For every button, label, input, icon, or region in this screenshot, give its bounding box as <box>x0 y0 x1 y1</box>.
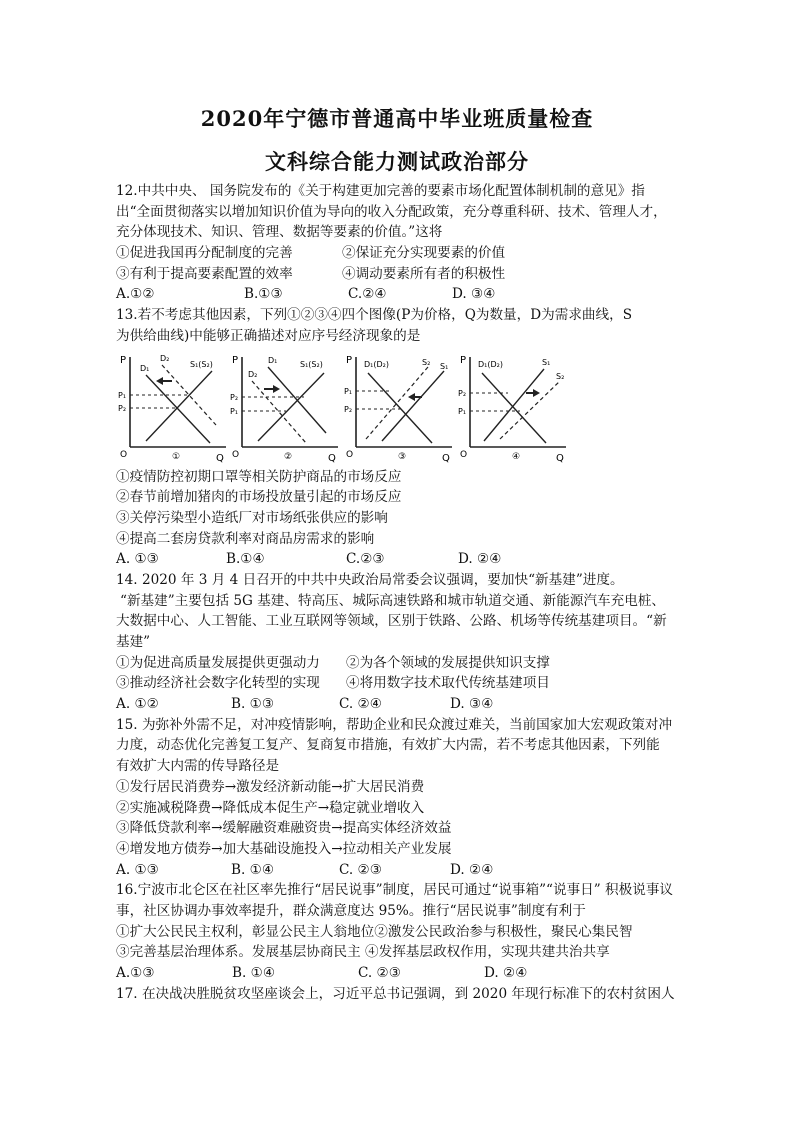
axis-q-label: Q <box>216 452 224 463</box>
origin-label: O <box>232 449 240 460</box>
question-text-line: 基建” <box>116 634 151 650</box>
option-row <box>116 264 686 285</box>
axis-q-label: Q <box>328 452 336 463</box>
question-14 <box>116 570 686 715</box>
graph-1-svg <box>116 351 228 463</box>
graph-4 <box>456 351 568 463</box>
p1-label: P₁ <box>344 386 353 396</box>
question-text-line: 事，社区协调办事效率提升，群众满意度达 95%。推行“居民说事”制度有利于 <box>116 902 586 919</box>
question-text-line: 15. 为弥补外需不足，对冲疫情影响，帮助企业和民众渡过难关，当前国家加大宏观政策对冲 <box>116 716 673 733</box>
option-4: ④增发地方债券→加大基础设施投入→拉动相关产业发展 <box>116 840 452 857</box>
s-label: S₁(S₂) <box>190 359 213 369</box>
option-row <box>116 653 686 674</box>
supply-demand-graphs <box>116 351 686 465</box>
s-label: S₁(S₂) <box>300 359 323 369</box>
d2-label: D₁ <box>268 355 278 365</box>
graph-number: ④ <box>512 451 521 462</box>
question-text-line: 有效扩大内需的传导路径是 <box>116 758 280 775</box>
choice-c: C. ②④ <box>339 696 382 713</box>
d1-label: D₁(D₂) <box>364 359 389 369</box>
axis-p-label: P <box>346 354 353 366</box>
p2-label: P₁ <box>230 406 239 416</box>
choice-a: A. ①② <box>116 696 159 713</box>
question-text-line: 大数据中心、人工智能、工业互联网等领域，区别于铁路、公路、机场等传统基建项目。“新 <box>116 613 667 630</box>
p2-label: P₂ <box>118 403 127 413</box>
answer-choices <box>116 963 686 984</box>
axis-q-label: Q <box>556 452 564 463</box>
choice-c: C.②④ <box>348 286 387 303</box>
option-3: ③有利于提高要素配置的效率 <box>116 265 293 282</box>
answer-choices <box>116 284 686 305</box>
axis-p-label: P <box>460 354 467 366</box>
choice-b: B. ①④ <box>231 861 275 878</box>
choice-d: D. ②④ <box>450 861 494 878</box>
choice-d: D. ②④ <box>458 551 502 568</box>
question-text-line: 16.宁波市北仑区在社区率先推行“居民说事”制度，居民可通过“说事箱”“说事日” 积极说事议 <box>116 882 674 899</box>
option-1: ①疫情防控初期口罩等相关防护商品的市场反应 <box>116 468 402 485</box>
question-16 <box>116 880 686 983</box>
p1-label: P₂ <box>458 388 467 398</box>
origin-label: O <box>346 449 354 460</box>
choice-a: A. ①③ <box>116 551 159 568</box>
question-text-line: 17. 在决战决胜脱贫攻坚座谈会上，习近平总书记强调，到 2020 年现行标准下的农村贫困人 <box>116 985 675 1002</box>
choice-b: B.①④ <box>226 551 265 568</box>
question-text-line: 充分体现技术、知识、管理、数据等要素的价值。”这将 <box>116 224 443 241</box>
option-2: ②春节前增加猪肉的市场投放量引起的市场反应 <box>116 489 402 506</box>
question-12 <box>116 181 686 305</box>
option-2: ②实施减税降费→降低成本促生产→稳定就业增收入 <box>116 799 425 816</box>
choice-d: D. ③④ <box>452 286 496 303</box>
option-2: ②为各个领域的发展提供知识支撑 <box>346 654 550 671</box>
choice-d: D. ③④ <box>450 696 494 713</box>
answer-choices <box>116 694 686 715</box>
question-text-line: 13.若不考虑其他因素，下列①②③④四个图像(P为价格，Q为数量，D为需求曲线，S <box>116 307 633 324</box>
page-subtitle: 文科综合能力测试政治部分 <box>265 149 529 174</box>
d1-label: D₁(D₂) <box>478 359 503 369</box>
graph-1 <box>116 351 228 463</box>
graph-number: ① <box>172 451 181 462</box>
graph-2 <box>228 351 340 463</box>
d2-label: D₂ <box>160 353 170 363</box>
question-text-line: 为供给曲线)中能够正确描述对应序号经济现象的是 <box>116 327 421 344</box>
answer-choices <box>116 549 686 570</box>
question-text-line: 12.中共中央、 国务院发布的《关于构建更加完善的要素市场化配置体制机制的意见》指 <box>116 183 645 199</box>
choice-b: B. ①④ <box>232 965 276 981</box>
question-text-line: 14. 2020 年 3 月 4 日召开的中共中央政治局常委会议强调，要加快“新基建”进度。 <box>116 571 624 588</box>
option-1: ①促进我国再分配制度的完善 <box>116 245 293 262</box>
s1-label: S₁ <box>440 361 449 371</box>
p2-label: P₁ <box>458 406 467 416</box>
option-row <box>116 243 686 264</box>
s2-label: S₂ <box>556 371 565 381</box>
choice-b: B. ①③ <box>231 696 275 713</box>
choice-c: C. ②③ <box>339 861 382 878</box>
graph-3-svg <box>342 351 454 463</box>
p1-label: P₂ <box>230 392 239 402</box>
question-content <box>116 181 686 1004</box>
choice-a: A.①③ <box>116 965 155 981</box>
choice-d: D. ②④ <box>484 965 528 981</box>
d1-label: D₂ <box>248 369 258 379</box>
option-3: ③关停污染型小造纸厂对市场纸张供应的影响 <box>116 509 388 526</box>
choice-c: C.②③ <box>346 551 385 568</box>
axis-p-label: P <box>232 354 239 366</box>
choice-c: C. ②③ <box>358 965 401 981</box>
option-3: ③推动经济社会数字化转型的实现 <box>116 675 320 692</box>
s2-label: S₂ <box>422 357 431 367</box>
option-2: ②保证充分实现要素的价值 <box>342 245 506 262</box>
question-text-line: “新基建”主要包括 5G 基建、特高压、城际高速铁路和城市轨道交通、新能源汽车充电桩、 <box>120 592 666 609</box>
question-17 <box>116 984 686 1005</box>
option-1: ①发行居民消费券→激发经济新动能→扩大居民消费 <box>116 778 425 795</box>
origin-label: O <box>460 449 468 460</box>
graph-2-svg <box>228 351 340 463</box>
p1-label: P₁ <box>118 390 127 400</box>
d1-label: D₁ <box>140 363 150 373</box>
question-text-line: 力度，动态优化完善复工复产、复商复市措施，有效扩大内需，若不考虑其他因素，下列能 <box>116 737 660 754</box>
answer-choices <box>116 860 686 881</box>
p2-label: P₂ <box>344 404 353 414</box>
option-4: ④将用数字技术取代传统基建项目 <box>346 675 550 692</box>
choice-a: A. ①③ <box>116 861 159 878</box>
s1-label: S₁ <box>542 357 551 367</box>
choice-a: A.①② <box>116 286 155 303</box>
axis-q-label: Q <box>442 452 450 463</box>
question-text-line: 出“全面贯彻落实以增加知识价值为导向的收入分配政策，充分尊重科研、技术、管理人才， <box>116 203 667 220</box>
option-1: ①为促进高质量发展提供更强动力 <box>116 654 320 671</box>
option-4: ④提高二套房贷款利率对商品房需求的影响 <box>116 530 375 547</box>
graph-4-svg <box>456 351 568 463</box>
graph-number: ③ <box>398 451 407 462</box>
question-13 <box>116 305 686 570</box>
option-line: ③完善基层治理体系。发展基层协商民主 ④发挥基层政权作用，实现共建共治共享 <box>116 944 610 961</box>
graph-number: ② <box>284 451 293 462</box>
option-4: ④调动要素所有者的积极性 <box>342 265 506 282</box>
option-3: ③降低贷款利率→缓解融资难融资贵→提高实体经济效益 <box>116 820 452 837</box>
question-15 <box>116 715 686 881</box>
option-line: ①扩大公民民主权利，彰显公民主人翁地位②激发公民政治参与积极性，聚民心集民智 <box>116 923 633 940</box>
axis-p-label: P <box>120 354 127 366</box>
page-title: 2020年宁德市普通高中毕业班质量检查 <box>200 106 594 131</box>
origin-label: O <box>120 449 128 460</box>
graph-3 <box>342 351 454 463</box>
choice-b: B.①③ <box>244 286 283 303</box>
option-row <box>116 673 686 694</box>
